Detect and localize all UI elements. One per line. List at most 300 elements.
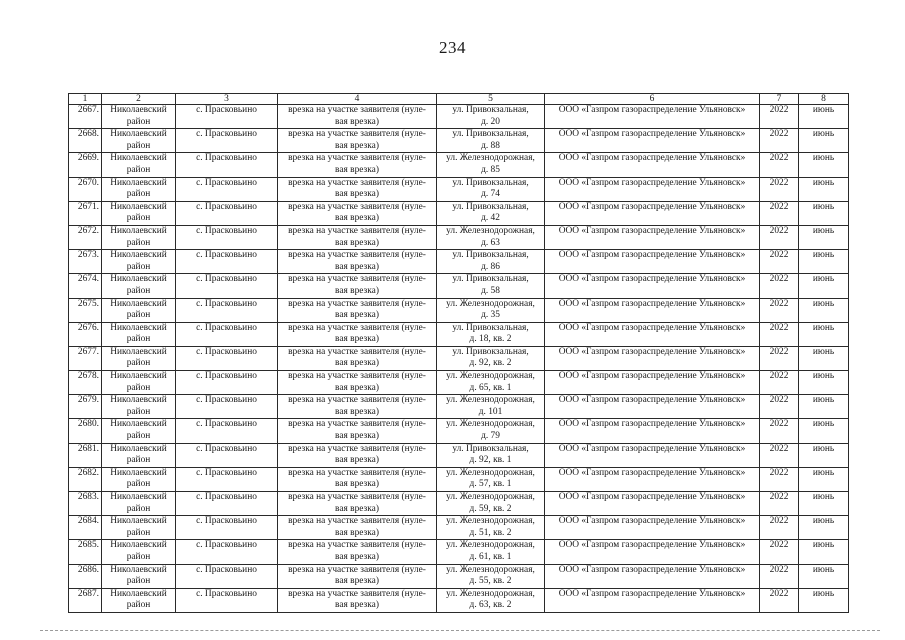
table-row xyxy=(69,346,849,370)
work-type-line: вая врезка) xyxy=(335,140,379,151)
district-cell xyxy=(102,298,176,322)
row-number: 2685. xyxy=(69,540,102,564)
column-number-3: 3 xyxy=(176,94,278,105)
address-cell xyxy=(437,225,545,249)
table-row xyxy=(69,250,849,274)
address-line: д. 57, кв. 1 xyxy=(469,479,512,490)
district-line: район xyxy=(126,382,151,393)
district-line: Николаевский xyxy=(110,298,167,309)
district-cell xyxy=(102,346,176,370)
work-type-cell xyxy=(278,516,437,540)
district-line: Николаевский xyxy=(110,492,167,502)
settlement-cell: с. Прасковьино xyxy=(176,395,278,419)
year-cell: 2022 xyxy=(760,177,799,201)
work-type-line: вая врезка) xyxy=(335,576,379,587)
work-type-cell xyxy=(278,492,437,516)
district-line: район xyxy=(126,334,151,345)
address-line: ул. Привокзальная, xyxy=(452,105,529,115)
work-type-line: врезка на участке заявителя (нуле- xyxy=(288,564,426,575)
work-type-line: врезка на участке заявителя (нуле- xyxy=(288,467,426,478)
organization-cell: ООО «Газпром газораспределение Ульяновск» xyxy=(545,225,760,249)
district-line: Николаевский xyxy=(110,371,167,382)
organization-cell: ООО «Газпром газораспределение Ульяновск» xyxy=(545,395,760,419)
address-line: д. 51, кв. 2 xyxy=(469,527,512,538)
table-row xyxy=(69,564,849,588)
address-line: д. 65, кв. 1 xyxy=(469,382,512,393)
month-cell: июнь xyxy=(799,395,849,419)
address-line: ул. Привокзальная, xyxy=(452,346,529,357)
address-cell xyxy=(437,201,545,225)
district-cell xyxy=(102,443,176,467)
column-number-1: 1 xyxy=(69,94,102,105)
address-line: д. 92, кв. 2 xyxy=(469,358,512,369)
district-line: район xyxy=(126,479,151,490)
district-line: Николаевский xyxy=(110,467,167,478)
district-line: район xyxy=(126,551,151,562)
table-row xyxy=(69,225,849,249)
row-number: 2682. xyxy=(69,467,102,491)
district-cell xyxy=(102,105,176,129)
row-number: 2681. xyxy=(69,443,102,467)
settlement-cell: с. Прасковьино xyxy=(176,177,278,201)
row-number: 2676. xyxy=(69,322,102,346)
district-line: район xyxy=(126,237,151,248)
work-type-cell xyxy=(278,225,437,249)
month-cell: июнь xyxy=(799,371,849,395)
district-cell xyxy=(102,250,176,274)
month-cell: июнь xyxy=(799,588,849,612)
work-type-line: вая врезка) xyxy=(335,382,379,393)
work-type-cell xyxy=(278,322,437,346)
year-cell: 2022 xyxy=(760,322,799,346)
column-number-row xyxy=(69,94,849,105)
work-type-line: вая врезка) xyxy=(335,406,379,417)
address-line: ул. Привокзальная, xyxy=(452,201,529,212)
table-row xyxy=(69,540,849,564)
address-cell xyxy=(437,371,545,395)
work-type-line: врезка на участке заявителя (нуле- xyxy=(288,129,426,140)
address-line: ул. Привокзальная, xyxy=(452,274,529,285)
address-line: д. 88 xyxy=(481,140,500,151)
settlement-cell: с. Прасковьино xyxy=(176,274,278,298)
settlement-cell: с. Прасковьино xyxy=(176,322,278,346)
address-line: ул. Железнодорожная, xyxy=(446,419,535,430)
organization-cell: ООО «Газпром газораспределение Ульяновск» xyxy=(545,419,760,443)
month-cell: июнь xyxy=(799,105,849,129)
year-cell: 2022 xyxy=(760,588,799,612)
organization-cell: ООО «Газпром газораспределение Ульяновск» xyxy=(545,371,760,395)
month-cell: июнь xyxy=(799,274,849,298)
column-number-6: 6 xyxy=(545,94,760,105)
address-line: д. 61, кв. 1 xyxy=(469,551,512,562)
settlement-cell: с. Прасковьино xyxy=(176,153,278,177)
district-line: Николаевский xyxy=(110,322,167,333)
district-line: Николаевский xyxy=(110,225,167,236)
row-number: 2673. xyxy=(69,250,102,274)
district-cell xyxy=(102,225,176,249)
district-line: район xyxy=(126,189,151,200)
address-line: ул. Железнодорожная, xyxy=(446,492,535,502)
district-line: район xyxy=(126,140,151,151)
work-type-line: вая врезка) xyxy=(335,189,379,200)
work-type-line: вая врезка) xyxy=(335,551,379,562)
month-cell: июнь xyxy=(799,443,849,467)
work-type-line: врезка на участке заявителя (нуле- xyxy=(288,443,426,454)
table-row xyxy=(69,129,849,153)
address-cell xyxy=(437,540,545,564)
district-cell xyxy=(102,540,176,564)
address-line: ул. Привокзальная, xyxy=(452,443,529,454)
address-cell xyxy=(437,250,545,274)
settlement-cell: с. Прасковьино xyxy=(176,419,278,443)
address-line: д. 35 xyxy=(481,310,500,321)
district-cell xyxy=(102,588,176,612)
settlement-cell: с. Прасковьино xyxy=(176,250,278,274)
table-row xyxy=(69,443,849,467)
table-row xyxy=(69,588,849,612)
district-cell xyxy=(102,322,176,346)
month-cell: июнь xyxy=(799,346,849,370)
address-cell xyxy=(437,395,545,419)
address-line: д. 18, кв. 2 xyxy=(469,334,512,345)
settlement-cell: с. Прасковьино xyxy=(176,588,278,612)
address-line: ул. Железнодорожная, xyxy=(446,371,535,382)
table-row xyxy=(69,419,849,443)
address-line: д. 101 xyxy=(478,406,503,417)
page-number: 234 xyxy=(439,38,466,57)
row-number: 2683. xyxy=(69,492,102,516)
work-type-cell xyxy=(278,201,437,225)
district-cell xyxy=(102,274,176,298)
year-cell: 2022 xyxy=(760,467,799,491)
address-cell xyxy=(437,105,545,129)
table-row xyxy=(69,105,849,129)
district-line: Николаевский xyxy=(110,540,167,551)
table-row xyxy=(69,467,849,491)
year-cell: 2022 xyxy=(760,516,799,540)
month-cell: июнь xyxy=(799,564,849,588)
organization-cell: ООО «Газпром газораспределение Ульяновск» xyxy=(545,129,760,153)
work-type-cell xyxy=(278,346,437,370)
settlement-cell: с. Прасковьино xyxy=(176,201,278,225)
address-cell xyxy=(437,298,545,322)
table-row xyxy=(69,492,849,516)
address-line: д. 74 xyxy=(481,189,500,200)
address-cell xyxy=(437,443,545,467)
organization-cell: ООО «Газпром газораспределение Ульяновск» xyxy=(545,105,760,129)
year-cell: 2022 xyxy=(760,419,799,443)
year-cell: 2022 xyxy=(760,564,799,588)
row-number: 2686. xyxy=(69,564,102,588)
work-type-cell xyxy=(278,105,437,129)
district-cell xyxy=(102,371,176,395)
work-type-line: врезка на участке заявителя (нуле- xyxy=(288,492,426,502)
table-row xyxy=(69,274,849,298)
work-type-line: врезка на участке заявителя (нуле- xyxy=(288,274,426,285)
district-line: Николаевский xyxy=(110,419,167,430)
month-cell: июнь xyxy=(799,298,849,322)
settlement-cell: с. Прасковьино xyxy=(176,298,278,322)
district-cell xyxy=(102,467,176,491)
work-type-cell xyxy=(278,153,437,177)
district-line: район xyxy=(126,285,151,296)
organization-cell: ООО «Газпром газораспределение Ульяновск» xyxy=(545,588,760,612)
district-line: Николаевский xyxy=(110,443,167,454)
year-cell: 2022 xyxy=(760,492,799,516)
work-type-line: врезка на участке заявителя (нуле- xyxy=(288,419,426,430)
address-line: ул. Железнодорожная, xyxy=(446,298,535,309)
work-type-line: врезка на участке заявителя (нуле- xyxy=(288,516,426,527)
organization-cell: ООО «Газпром газораспределение Ульяновск» xyxy=(545,467,760,491)
district-line: район xyxy=(126,310,151,321)
work-type-line: вая врезка) xyxy=(335,261,379,272)
district-cell xyxy=(102,419,176,443)
work-type-line: врезка на участке заявителя (нуле- xyxy=(288,153,426,164)
work-type-line: вая врезка) xyxy=(335,213,379,224)
month-cell: июнь xyxy=(799,225,849,249)
work-type-line: вая врезка) xyxy=(335,479,379,490)
work-type-line: вая врезка) xyxy=(335,164,379,175)
work-type-line: вая врезка) xyxy=(335,358,379,369)
register-table xyxy=(68,93,849,613)
month-cell: июнь xyxy=(799,250,849,274)
table-row xyxy=(69,201,849,225)
district-line: район xyxy=(126,431,151,442)
address-cell xyxy=(437,516,545,540)
row-number: 2667. xyxy=(69,105,102,129)
row-number: 2675. xyxy=(69,298,102,322)
organization-cell: ООО «Газпром газораспределение Ульяновск» xyxy=(545,492,760,516)
district-line: Николаевский xyxy=(110,395,167,406)
scan-edge-divider xyxy=(40,630,880,631)
organization-cell: ООО «Газпром газораспределение Ульяновск» xyxy=(545,298,760,322)
work-type-cell xyxy=(278,540,437,564)
work-type-cell xyxy=(278,467,437,491)
row-number: 2672. xyxy=(69,225,102,249)
month-cell: июнь xyxy=(799,129,849,153)
month-cell: июнь xyxy=(799,201,849,225)
address-line: д. 59, кв. 2 xyxy=(469,503,512,514)
work-type-cell xyxy=(278,443,437,467)
work-type-line: вая врезка) xyxy=(335,285,379,296)
settlement-cell: с. Прасковьино xyxy=(176,443,278,467)
address-line: ул. Железнодорожная, xyxy=(446,516,535,527)
row-number: 2671. xyxy=(69,201,102,225)
row-number: 2668. xyxy=(69,129,102,153)
address-line: ул. Привокзальная, xyxy=(452,129,529,140)
settlement-cell: с. Прасковьино xyxy=(176,564,278,588)
address-line: ул. Привокзальная, xyxy=(452,322,529,333)
district-line: Николаевский xyxy=(110,250,167,261)
work-type-line: вая врезка) xyxy=(335,116,379,127)
year-cell: 2022 xyxy=(760,371,799,395)
district-cell xyxy=(102,395,176,419)
address-cell xyxy=(437,129,545,153)
work-type-cell xyxy=(278,129,437,153)
row-number: 2678. xyxy=(69,371,102,395)
organization-cell: ООО «Газпром газораспределение Ульяновск» xyxy=(545,516,760,540)
table-body xyxy=(69,94,849,613)
row-number: 2669. xyxy=(69,153,102,177)
settlement-cell: с. Прасковьино xyxy=(176,516,278,540)
address-cell xyxy=(437,564,545,588)
settlement-cell: с. Прасковьино xyxy=(176,346,278,370)
address-cell xyxy=(437,274,545,298)
settlement-cell: с. Прасковьино xyxy=(176,129,278,153)
address-cell xyxy=(437,492,545,516)
settlement-cell: с. Прасковьино xyxy=(176,371,278,395)
column-number-7: 7 xyxy=(760,94,799,105)
column-number-4: 4 xyxy=(278,94,437,105)
year-cell: 2022 xyxy=(760,540,799,564)
address-line: д. 63, кв. 2 xyxy=(469,600,512,611)
district-cell xyxy=(102,177,176,201)
address-line: д. 58 xyxy=(481,285,500,296)
row-number: 2670. xyxy=(69,177,102,201)
work-type-cell xyxy=(278,250,437,274)
district-cell xyxy=(102,492,176,516)
district-line: Николаевский xyxy=(110,274,167,285)
address-line: ул. Железнодорожная, xyxy=(446,153,535,164)
district-cell xyxy=(102,201,176,225)
month-cell: июнь xyxy=(799,153,849,177)
settlement-cell: с. Прасковьино xyxy=(176,105,278,129)
row-number: 2679. xyxy=(69,395,102,419)
work-type-line: врезка на участке заявителя (нуле- xyxy=(288,177,426,188)
address-line: ул. Железнодорожная, xyxy=(446,588,535,599)
work-type-cell xyxy=(278,177,437,201)
table-row xyxy=(69,516,849,540)
work-type-line: вая врезка) xyxy=(335,431,379,442)
work-type-line: врезка на участке заявителя (нуле- xyxy=(288,298,426,309)
district-line: Николаевский xyxy=(110,516,167,527)
district-cell xyxy=(102,564,176,588)
address-line: ул. Железнодорожная, xyxy=(446,395,535,406)
address-line: д. 20 xyxy=(481,116,500,127)
year-cell: 2022 xyxy=(760,298,799,322)
work-type-line: врезка на участке заявителя (нуле- xyxy=(288,346,426,357)
year-cell: 2022 xyxy=(760,250,799,274)
month-cell: июнь xyxy=(799,322,849,346)
work-type-line: врезка на участке заявителя (нуле- xyxy=(288,540,426,551)
work-type-line: вая врезка) xyxy=(335,503,379,514)
address-line: ул. Привокзальная, xyxy=(452,177,529,188)
settlement-cell: с. Прасковьино xyxy=(176,467,278,491)
settlement-cell: с. Прасковьино xyxy=(176,225,278,249)
month-cell: июнь xyxy=(799,540,849,564)
organization-cell: ООО «Газпром газораспределение Ульяновск» xyxy=(545,564,760,588)
table-row xyxy=(69,298,849,322)
district-line: Николаевский xyxy=(110,105,167,115)
row-number: 2684. xyxy=(69,516,102,540)
organization-cell: ООО «Газпром газораспределение Ульяновск» xyxy=(545,274,760,298)
work-type-cell xyxy=(278,588,437,612)
district-line: Николаевский xyxy=(110,564,167,575)
district-line: Николаевский xyxy=(110,177,167,188)
work-type-cell xyxy=(278,564,437,588)
address-line: д. 42 xyxy=(481,213,500,224)
work-type-line: врезка на участке заявителя (нуле- xyxy=(288,201,426,212)
column-number-8: 8 xyxy=(799,94,849,105)
organization-cell: ООО «Газпром газораспределение Ульяновск» xyxy=(545,540,760,564)
work-type-line: врезка на участке заявителя (нуле- xyxy=(288,371,426,382)
district-line: район xyxy=(126,503,151,514)
table-row xyxy=(69,153,849,177)
month-cell: июнь xyxy=(799,419,849,443)
district-line: район xyxy=(126,600,151,611)
address-cell xyxy=(437,153,545,177)
address-cell xyxy=(437,322,545,346)
year-cell: 2022 xyxy=(760,153,799,177)
year-cell: 2022 xyxy=(760,129,799,153)
address-line: ул. Железнодорожная, xyxy=(446,225,535,236)
address-line: ул. Привокзальная, xyxy=(452,250,529,261)
district-line: Николаевский xyxy=(110,153,167,164)
organization-cell: ООО «Газпром газораспределение Ульяновск» xyxy=(545,346,760,370)
work-type-cell xyxy=(278,419,437,443)
address-line: д. 92, кв. 1 xyxy=(469,455,512,466)
year-cell: 2022 xyxy=(760,395,799,419)
row-number: 2677. xyxy=(69,346,102,370)
organization-cell: ООО «Газпром газораспределение Ульяновск» xyxy=(545,177,760,201)
settlement-cell: с. Прасковьино xyxy=(176,492,278,516)
work-type-line: вая врезка) xyxy=(335,334,379,345)
work-type-line: врезка на участке заявителя (нуле- xyxy=(288,105,426,115)
district-line: Николаевский xyxy=(110,588,167,599)
row-number: 2687. xyxy=(69,588,102,612)
work-type-line: врезка на участке заявителя (нуле- xyxy=(288,322,426,333)
month-cell: июнь xyxy=(799,516,849,540)
row-number: 2680. xyxy=(69,419,102,443)
year-cell: 2022 xyxy=(760,346,799,370)
work-type-cell xyxy=(278,298,437,322)
address-cell xyxy=(437,467,545,491)
address-cell xyxy=(437,177,545,201)
column-number-2: 2 xyxy=(102,94,176,105)
address-line: ул. Железнодорожная, xyxy=(446,540,535,551)
work-type-cell xyxy=(278,371,437,395)
table-row xyxy=(69,322,849,346)
address-cell xyxy=(437,588,545,612)
column-number-5: 5 xyxy=(437,94,545,105)
address-line: д. 55, кв. 2 xyxy=(469,576,512,587)
settlement-cell: с. Прасковьино xyxy=(176,540,278,564)
organization-cell: ООО «Газпром газораспределение Ульяновск» xyxy=(545,443,760,467)
work-type-line: врезка на участке заявителя (нуле- xyxy=(288,588,426,599)
month-cell: июнь xyxy=(799,492,849,516)
district-line: район xyxy=(126,164,151,175)
work-type-line: вая врезка) xyxy=(335,310,379,321)
work-type-line: врезка на участке заявителя (нуле- xyxy=(288,250,426,261)
district-cell xyxy=(102,153,176,177)
address-cell xyxy=(437,346,545,370)
address-line: д. 86 xyxy=(481,261,500,272)
district-line: район xyxy=(126,261,151,272)
address-line: д. 79 xyxy=(481,431,500,442)
table-row xyxy=(69,395,849,419)
district-line: Николаевский xyxy=(110,129,167,140)
address-line: д. 63 xyxy=(481,237,500,248)
address-cell xyxy=(437,419,545,443)
organization-cell: ООО «Газпром газораспределение Ульяновск» xyxy=(545,201,760,225)
district-line: район xyxy=(126,116,151,127)
district-line: Николаевский xyxy=(110,201,167,212)
year-cell: 2022 xyxy=(760,274,799,298)
table-row xyxy=(69,177,849,201)
work-type-line: врезка на участке заявителя (нуле- xyxy=(288,395,426,406)
year-cell: 2022 xyxy=(760,225,799,249)
work-type-cell xyxy=(278,395,437,419)
